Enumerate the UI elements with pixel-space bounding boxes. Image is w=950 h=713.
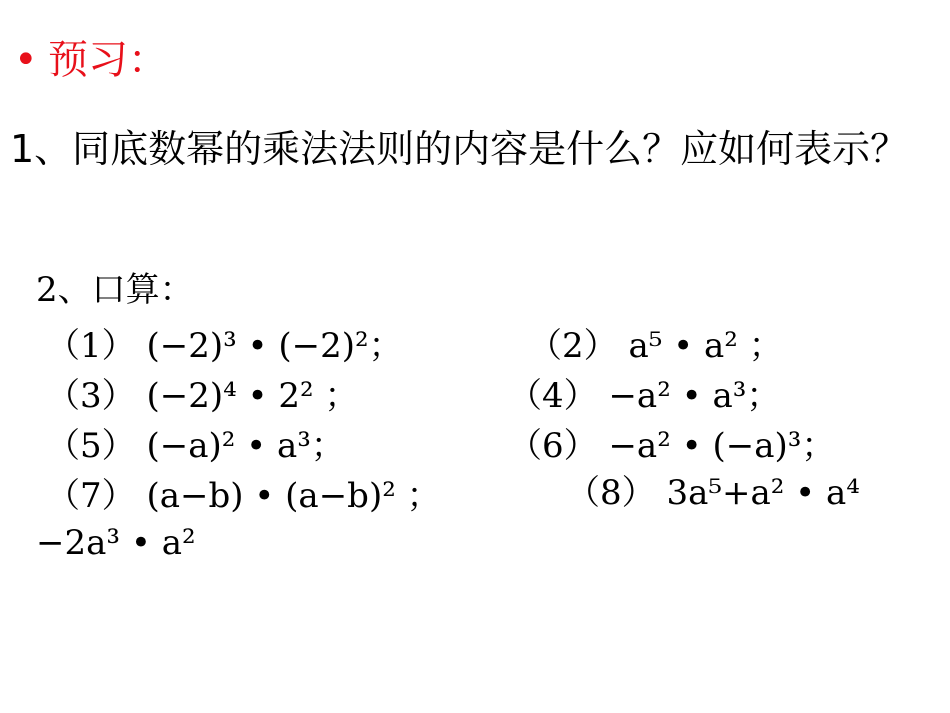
question-2-title: 2、口算： — [36, 270, 194, 310]
exercise-3: （3） (−2)⁴ • 2² ； — [46, 376, 359, 416]
heading-text: 预习： — [48, 37, 168, 83]
exercise-2: （2） a⁵ • a² ； — [528, 326, 783, 366]
section-heading — [14, 30, 168, 90]
bullet: • — [14, 37, 38, 83]
exercise-5: （5） (−a)² • a³； — [46, 426, 345, 466]
question-1: 1、同底数幂的乘法法则的内容是什么？应如何表示？ — [10, 127, 909, 171]
exercise-7: （7） (a−b) • (a−b)² ； — [46, 476, 441, 516]
exercise-8: （8） 3a⁵+a² • a⁴ −2a³ • a² — [36, 473, 860, 563]
exercise-6: （6） −a² • (−a)³； — [508, 426, 836, 466]
exercise-4: （4） −a² • a³； — [508, 376, 781, 416]
exercise-1: （1） (−2)³ • (−2)²； — [46, 326, 403, 366]
